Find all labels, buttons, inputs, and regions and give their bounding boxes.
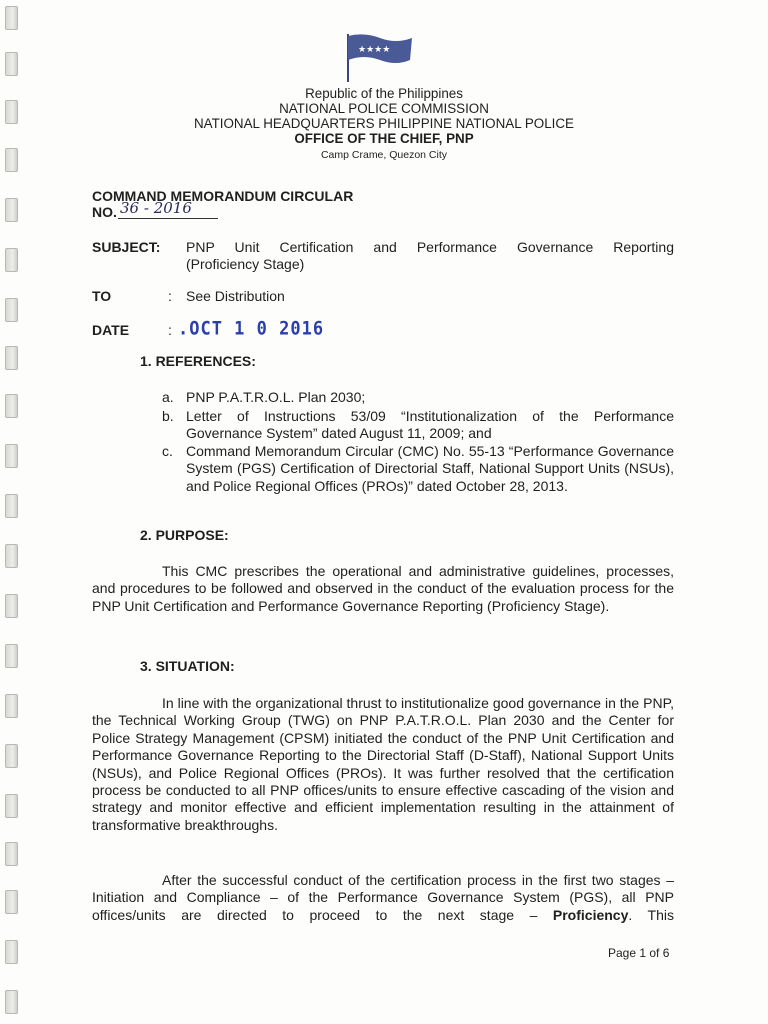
to-colon: : [168, 288, 172, 304]
reference-b-label: b. [162, 408, 174, 424]
references-heading: 1. REFERENCES: [140, 353, 256, 369]
to-label: TO [92, 288, 112, 304]
binder-hole [5, 52, 18, 76]
header-republic: Republic of the Philippines [305, 86, 463, 101]
subject-line-1: PNP Unit Certification and Performance Governance Reporting [186, 239, 674, 255]
memo-number-underline [118, 218, 218, 219]
binder-hole [5, 594, 18, 618]
page-number: Page 1 of 6 [608, 946, 670, 960]
date-label: DATE [92, 322, 130, 338]
binder-hole [5, 890, 18, 914]
binder-hole [5, 990, 18, 1014]
situation-paragraph-2-text: After the successful conduct of the certification process in the first two stages – Initiation and Compliance – of the Performance Governance System (PGS), all PNP offices/units are directed to proceed to the next stage – [92, 872, 674, 923]
to-value: See Distribution [186, 288, 285, 304]
situation-paragraph-2-end: . This [628, 906, 674, 923]
date-stamp: .OCT 1 0 2016 [178, 318, 325, 340]
pnp-flag-logo [344, 30, 416, 84]
memo-number-label: NO. [92, 204, 117, 220]
reference-a-text: PNP P.A.T.R.O.L. Plan 2030; [186, 389, 366, 405]
binder-hole [5, 940, 18, 964]
header-napolcom: NATIONAL POLICE COMMISSION [279, 101, 489, 116]
subject-line-2: (Proficiency Stage) [186, 256, 305, 272]
binder-hole [5, 744, 18, 768]
purpose-heading: 2. PURPOSE: [140, 527, 229, 543]
binder-hole [5, 248, 18, 272]
header-nhq: NATIONAL HEADQUARTERS PHILIPPINE NATIONAL POLICE [194, 116, 574, 131]
binder-hole [5, 494, 18, 518]
binder-hole [5, 794, 18, 818]
binder-hole [5, 694, 18, 718]
header-office: OFFICE OF THE CHIEF, PNP [294, 131, 474, 146]
binder-hole [5, 6, 18, 30]
reference-b-text: Letter of Instructions 53/09 “Institutionalization of the Performance Governance System” dated August 11, 2009; and [186, 408, 674, 442]
svg-text:★★★★: ★★★★ [358, 45, 391, 55]
purpose-paragraph: This CMC prescribes the operational and administrative guidelines, processes, and procedures to be followed and observed in the conduct of the evaluation process for the PNP Unit Certification and Performance Governance Reporting (Proficiency Stage). [92, 563, 674, 614]
memo-number-handwritten: 36 - 2016 [120, 199, 192, 217]
situation-paragraph-2 [92, 872, 674, 924]
binder-hole [5, 394, 18, 418]
binder-hole [5, 842, 18, 866]
binder-hole [5, 298, 18, 322]
situation-paragraph-1: In line with the organizational thrust to institutionalize good governance in the PNP, the Technical Working Group (TWG) on PNP P.A.T.R.O.L. Plan 2030 and the Center for Police Strategy Management (CPSM) initiated the conduct of the PNP Unit Certification and Performance Governance Reporting to the Directorial Staff (D-Staff), National Support Units (NSUs), and Police Regional Offices (PROs). It was further resolved that the certification process be conducted to all PNP offices/units to ensure effective cascading of the vision and strategy and monitor effective and efficient implementation resulting in the attainment of transformative breakthroughs. [92, 695, 674, 833]
binder-hole [5, 346, 18, 370]
binder-hole [5, 444, 18, 468]
situation-paragraph-2-bold: Proficiency [552, 906, 629, 923]
binder-hole [5, 198, 18, 222]
reference-c-label: c. [162, 443, 173, 459]
memo-title: COMMAND MEMORANDUM CIRCULAR [92, 188, 354, 204]
situation-heading: 3. SITUATION: [140, 658, 235, 674]
binder-hole [5, 544, 18, 568]
date-colon: : [168, 322, 172, 338]
reference-c-text: Command Memorandum Circular (CMC) No. 55-13 “Performance Governance System (PGS) Certification of Directorial Staff, National Support Units (NSUs), and Police Regional Offices (PROs)” dated October 28, 2013. [186, 443, 674, 494]
reference-a-label: a. [162, 389, 174, 405]
binder-hole [5, 644, 18, 668]
subject-label: SUBJECT: [92, 239, 161, 255]
header-location: Camp Crame, Quezon City [320, 149, 448, 161]
